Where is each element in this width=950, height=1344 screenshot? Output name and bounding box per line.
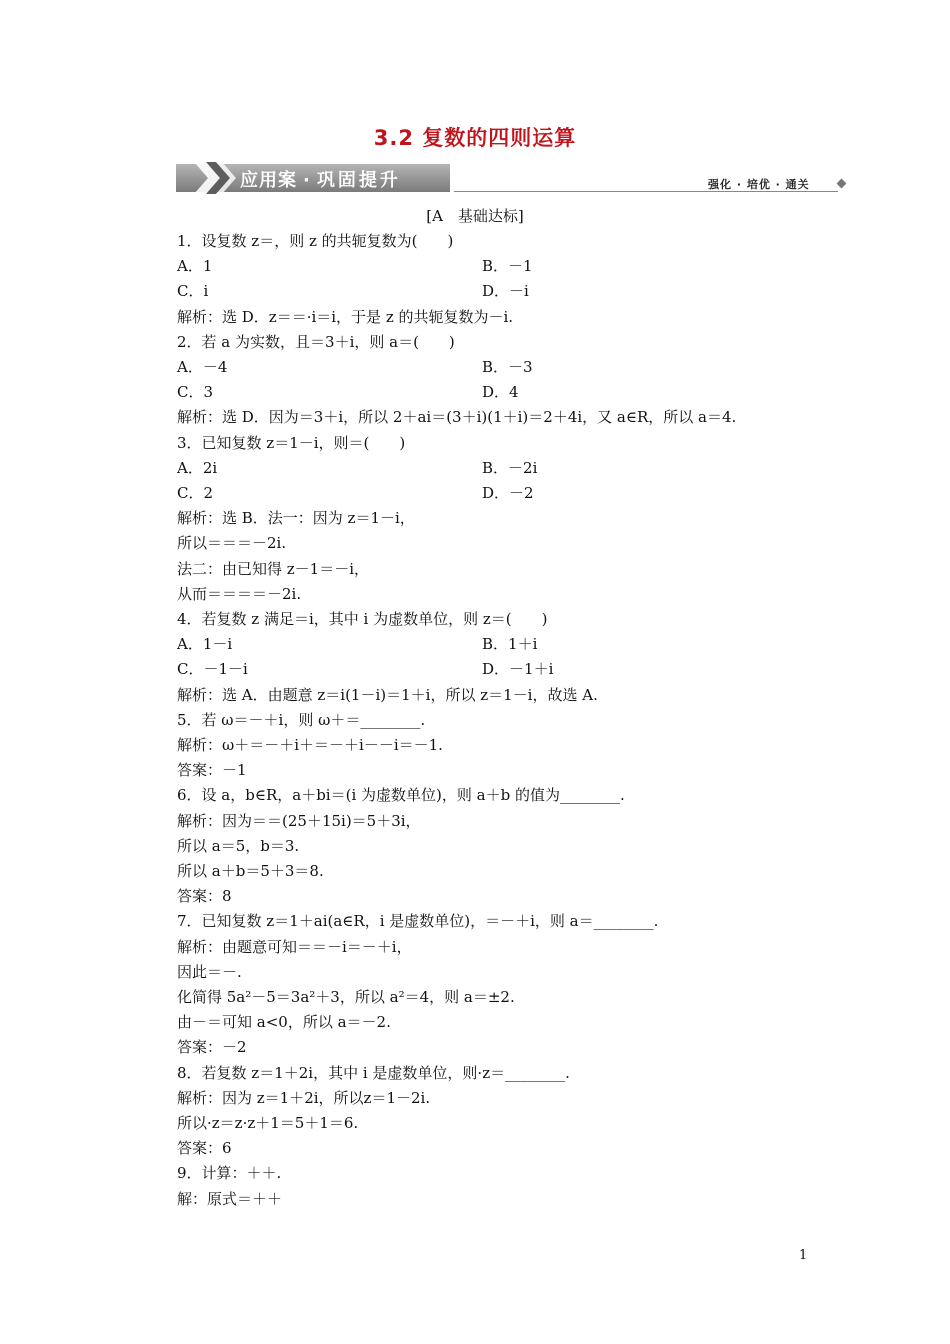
text-line: A．1－i: [177, 635, 233, 653]
text-line: 所以 a＝5，b＝3.: [177, 837, 300, 855]
text-line: 8．若复数 z＝1＋2i，其中 i 是虚数单位，则·z＝________.: [177, 1064, 570, 1082]
text-line: 解析：由题意可知＝＝－i＝－＋i，: [177, 938, 412, 956]
text-line: 答案：6: [177, 1139, 232, 1157]
text-line: 解析：选 D．z＝＝·i＝i，于是 z 的共轭复数为－i.: [177, 308, 514, 326]
text-line: 6．设 a，b∈R，a＋bi＝(i 为虚数单位)，则 a＋b 的值为________.: [177, 786, 625, 804]
banner-separator: ·: [303, 170, 311, 191]
text-line: 解析：因为＝＝(25＋15i)＝5＋3i，: [177, 812, 421, 830]
text-line: C．2: [177, 484, 214, 502]
text-line: 化简得 5a²－5＝3a²＋3，所以 a²＝4，则 a＝±2.: [177, 988, 515, 1006]
text-line: 法二：由已知得 z－1＝－i，: [177, 560, 370, 578]
option-line-right: B．－3: [482, 358, 533, 376]
option-line-right: D．－1＋i: [482, 660, 554, 678]
banner-tagline: 强化 · 培优 · 通关: [708, 178, 810, 191]
text-line: 解析：因为 z＝1＋2i，所以z＝1－2i.: [177, 1089, 431, 1107]
text-line: 答案：8: [177, 887, 232, 905]
text-line: 所以＝＝＝－2i.: [177, 534, 287, 552]
banner-title-part1: 应用案: [240, 170, 297, 191]
section-label: [A 基础达标]: [426, 207, 524, 225]
text-line: 答案：－1: [177, 761, 247, 779]
text-line: 解析：选 B．法一：因为 z＝1－i，: [177, 509, 415, 527]
option-line-right: B．－2i: [482, 459, 538, 477]
text-line: 从而＝＝＝＝－2i.: [177, 585, 302, 603]
text-line: C．－1－i: [177, 660, 248, 678]
text-line: C．i: [177, 282, 209, 300]
text-line: A．1: [177, 257, 213, 275]
text-line: 3．已知复数 z＝1－i，则＝( ): [177, 434, 406, 452]
section-banner: [176, 160, 850, 196]
text-line: A．2i: [177, 459, 218, 477]
text-line: 解析：ω＋＝－＋i＋＝－＋i－－i＝－1.: [177, 736, 443, 754]
text-line: 5．若 ω＝－＋i，则 ω＋＝________.: [177, 711, 426, 729]
text-line: 2．若 a 为实数，且＝3＋i，则 a＝( ): [177, 333, 455, 351]
option-line-right: B．－1: [482, 257, 533, 275]
option-line-right: D．－i: [482, 282, 529, 300]
banner-title: [240, 166, 401, 192]
text-line: 解：原式＝＋＋: [177, 1190, 283, 1208]
banner-title-part2: 巩固提升: [316, 170, 401, 191]
page-title: 3.2 复数的四则运算: [373, 126, 577, 150]
text-line: 解析：选 A．由题意 z＝i(1－i)＝1＋i，所以 z＝1－i，故选 A.: [177, 686, 598, 704]
text-line: 4．若复数 z 满足＝i，其中 i 为虚数单位，则 z＝( ): [177, 610, 548, 628]
text-line: 所以 a＋b＝5＋3＝8.: [177, 862, 324, 880]
option-line-right: D．－2: [482, 484, 534, 502]
text-line: 所以·z＝z·z＋1＝5＋1＝6.: [177, 1114, 359, 1132]
text-line: 1．设复数 z＝，则 z 的共轭复数为( ): [177, 232, 454, 250]
text-line: A．－4: [177, 358, 228, 376]
text-line: 解析：选 D．因为＝3＋i，所以 2＋ai＝(3＋i)(1＋i)＝2＋4i，又 a∈R，所以 a＝4.: [177, 408, 737, 426]
text-line: C．3: [177, 383, 214, 401]
text-line: 因此＝－.: [177, 963, 242, 981]
option-line-right: D．4: [482, 383, 519, 401]
text-line: 答案：－2: [177, 1038, 247, 1056]
option-line-right: B．1＋i: [482, 635, 538, 653]
page-number: 1: [799, 1248, 808, 1263]
text-line: 由－＝可知 a<0，所以 a＝－2.: [177, 1013, 391, 1031]
text-line: 9．计算：＋＋.: [177, 1164, 282, 1182]
text-line: 7．已知复数 z＝1＋ai(a∈R，i 是虚数单位)，＝－＋i，则 a＝________.: [177, 912, 659, 930]
